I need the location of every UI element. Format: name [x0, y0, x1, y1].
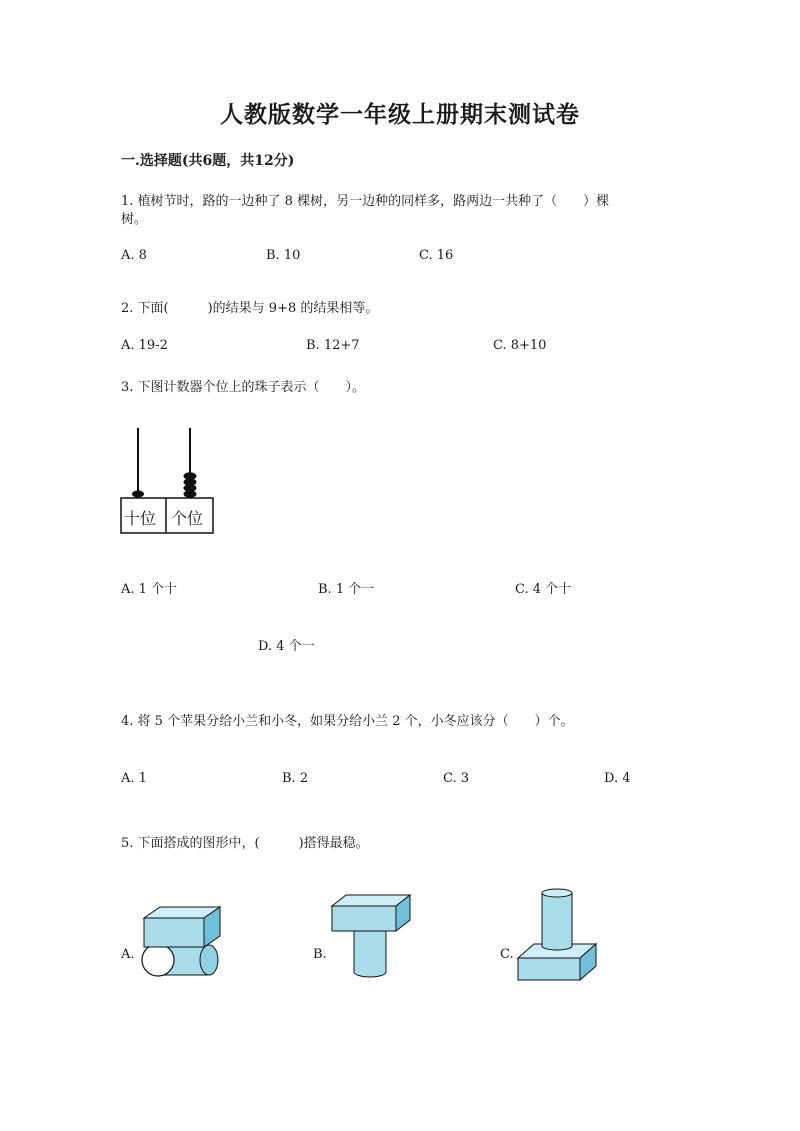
question-2-option-c: C. 8+10	[493, 338, 547, 353]
figure-b-label: B.	[313, 947, 327, 962]
question-3-option-b: B. 1 个一	[318, 582, 375, 597]
question-2-option-b: B. 12+7	[306, 338, 360, 353]
question-4-option-d: D. 4	[604, 771, 631, 786]
question-4-option-c: C. 3	[443, 771, 470, 786]
figure-b-cylinder	[354, 930, 386, 977]
page-title: 人教版数学一年级上册期末测试卷	[220, 101, 580, 128]
question-3-option-d: D. 4 个一	[258, 639, 315, 654]
question-3-option-c: C. 4 个十	[515, 582, 572, 597]
question-1-option-b: B. 10	[266, 248, 301, 263]
figure-c-label: C.	[500, 947, 514, 962]
abacus-ones-label: 个位	[171, 509, 204, 528]
question-1-option-c: C. 16	[419, 248, 454, 263]
figure-b-cuboid-front	[332, 906, 396, 931]
question-3-stem: 3. 下图计数器个位上的珠子表示（ ）。	[121, 380, 366, 395]
question-4-option-b: B. 2	[282, 771, 309, 786]
question-1-option-a: A. 8	[121, 248, 147, 263]
question-2-stem: 2. 下面( )的结果与 9+8 的结果相等。	[121, 301, 379, 316]
abacus-tens-label: 十位	[124, 509, 157, 528]
section-heading: 一.选择题(共6题，共12分)	[121, 153, 295, 169]
figure-a-cylinder-face	[142, 944, 174, 976]
figure-c-cuboid-front	[518, 958, 580, 980]
figure-a-cuboid-front	[144, 918, 204, 947]
question-2-option-a: A. 19-2	[121, 338, 168, 353]
question-5-stem: 5. 下面搭成的图形中，( )搭得最稳。	[121, 836, 369, 851]
figure-c-cylinder-top	[542, 889, 572, 897]
figure-c-cylinder-body	[542, 893, 572, 950]
question-4-stem: 4. 将 5 个苹果分给小兰和小冬，如果分给小兰 2 个，小冬应该分（ ）个。	[121, 714, 574, 729]
question-1-stem-line2: 树。	[121, 212, 148, 227]
question-3-option-a: A. 1 个十	[121, 582, 178, 597]
figure-c-shapes	[518, 889, 596, 980]
question-1-stem-line1: 1. 植树节时，路的一边种了 8 棵树，另一边种的同样多，路两边一共种了（ ）棵	[121, 194, 610, 209]
figure-a-cylinder-back	[200, 945, 218, 975]
figure-b-shapes	[332, 895, 410, 977]
figure-a-label: A.	[121, 947, 135, 962]
figure-a-shapes	[142, 907, 220, 976]
question-4-option-a: A. 1	[121, 771, 147, 786]
